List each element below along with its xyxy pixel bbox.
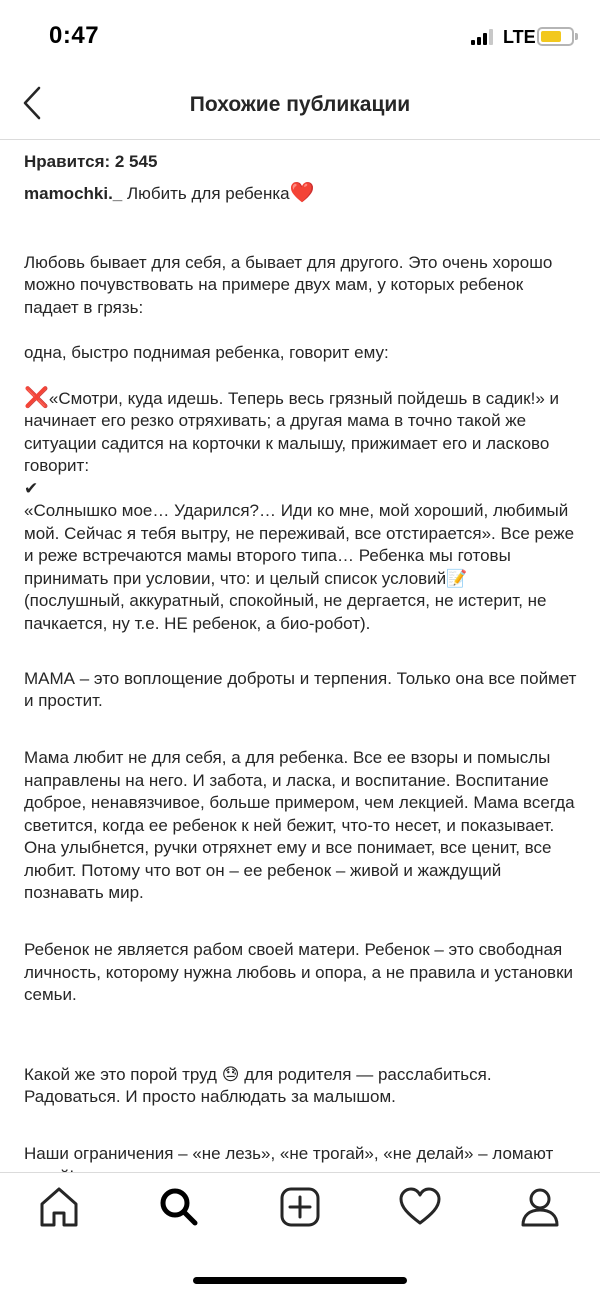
caption-title: Любить для ребенка (122, 184, 290, 203)
profile-icon (518, 1185, 562, 1229)
caption-paragraph: Наши ограничения – «не лезь», «не трогай», «не делай» – ломают (24, 1144, 554, 1163)
status-bar (0, 0, 600, 74)
check-mark-icon: ✔ (24, 478, 39, 498)
caption-paragraph: МАМА – это воплощение доброты и терпения. Только она все поймет и простит. (24, 668, 577, 710)
nav-home-button[interactable] (37, 1185, 81, 1229)
nav-profile-button[interactable] (518, 1185, 562, 1229)
nav-search-button[interactable] (157, 1185, 201, 1229)
caption-paragraph: Ребенок не является рабом своей матери. Ребенок – это свободная личность, которому нужна любовь и опора, а не правила и установки семьи. (24, 940, 574, 1004)
search-icon (157, 1185, 201, 1229)
add-post-icon (278, 1185, 322, 1229)
heart-icon (398, 1185, 442, 1229)
cross-mark-icon: ❌ (24, 386, 49, 409)
battery-tip (575, 33, 578, 40)
caption-paragraph: Любовь бывает для себя, а бывает для другого. Это очень хорошо можно почувствовать на примере двух мам, у которых ребенок падает в грязь: одна, быстро поднимая ребенка, говорит ему: ❌«Смотри, куда идешь. Теперь весь грязный пойдешь в садик!» и начинает его резко отряхивать; а другая мама в точно такой же ситуации садится на корточки к малышу, прижимает его и ласково говорит: ✔ «Солнышко мое… Ударился?… Иди ко мне, мой хороший, любимый мой. Сейчас я тебя вытру, не переживай, все отстирается». Все реже и реже встречаются мамы второго типа… Ребенка мы готовы принимать при условии, что: и целый список условий📝 (послушный, аккуратный, спокойный, не дергается, не истерит, не пачкается, ну т.е. НЕ ребенок, а био-робот). (24, 252, 575, 633)
page-title: Похожие публикации (189, 93, 411, 116)
sweat-face-icon: 😓 (221, 1064, 240, 1084)
username-link[interactable]: mamochki._ (24, 184, 123, 203)
header (0, 74, 600, 140)
battery-icon (537, 27, 574, 46)
memo-icon: 📝 (446, 568, 468, 588)
network-label: LTE (503, 27, 536, 47)
likes-count[interactable]: Нравится: 2 545 (24, 152, 158, 171)
home-indicator[interactable] (193, 1277, 407, 1284)
nav-new-post-button[interactable] (278, 1185, 322, 1229)
home-icon (37, 1185, 81, 1229)
nav-activity-button[interactable] (398, 1185, 442, 1229)
status-time: 0:47 (49, 22, 100, 49)
caption-header (24, 180, 580, 207)
caption-paragraph: Мама любит не для себя, а для ребенка. Все ее взоры и помыслы направлены на него. И забота, и ласка, и воспитание. Воспитание доброе, ненавязчивое, больше примером, чем лекцией. Мама всегда светится, когда ее ребенок к ней бежит, что-то несет, и показывает. Она улыбнется, ручки отряхнет ему и все понимает, все ценит, все любит. Потому что вот он – ее ребенок – живой и жаждущий познавать мир. (24, 748, 575, 902)
signal-icon (471, 29, 495, 45)
caption-paragraph: Какой же это порой труд 😓 для родителя — расслабиться. Радоваться. И просто наблюдать за малышом. (24, 1064, 492, 1106)
red-heart-emoji: ❤️ (289, 182, 315, 204)
post-content (24, 148, 580, 1168)
